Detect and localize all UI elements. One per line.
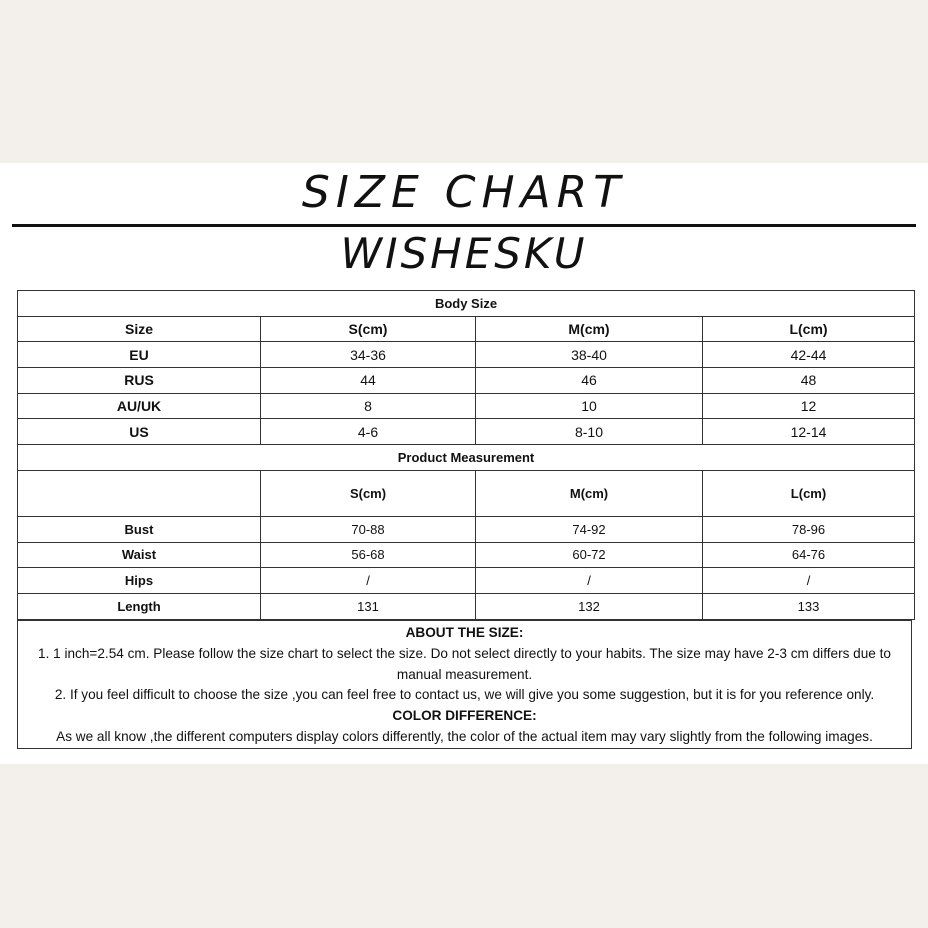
size-chart-sheet <box>0 163 928 764</box>
about-size-heading: ABOUT THE SIZE: <box>405 625 524 640</box>
header-cell: S(cm) <box>261 316 476 342</box>
table-cell: 48 <box>703 368 915 394</box>
note-2: 2. If you feel difficult to choose the size ,you can feel free to contact us, we will give you some suggestion, but it is for you reference only. <box>54 687 875 703</box>
row-label: Length <box>18 593 261 619</box>
table-row <box>18 342 915 368</box>
table-cell: 38-40 <box>476 342 703 368</box>
table-row <box>18 593 915 619</box>
table-cell: / <box>261 568 476 594</box>
table-cell: 46 <box>476 368 703 394</box>
header-cell: M(cm) <box>476 316 703 342</box>
table-cell: 64-76 <box>703 542 915 568</box>
note-1: 1. 1 inch=2.54 cm. Please follow the size chart to select the size. Do not select directly to your habits. The size may have 2-3 cm differs due to manual measurement. <box>38 645 891 682</box>
color-difference-heading: COLOR DIFFERENCE: <box>392 708 537 724</box>
table-cell: 78-96 <box>703 516 915 542</box>
table-cell: 42-44 <box>703 342 915 368</box>
table-cell: 12-14 <box>703 419 915 445</box>
header-cell <box>18 470 261 516</box>
table-cell: 34-36 <box>261 342 476 368</box>
header-cell: Size <box>18 316 261 342</box>
table-cell: 70-88 <box>261 516 476 542</box>
body-size-section-row <box>18 291 915 317</box>
table-cell: 4-6 <box>261 419 476 445</box>
table-cell: 131 <box>261 593 476 619</box>
row-label: RUS <box>18 368 261 394</box>
product-measurement-section-row <box>18 445 915 471</box>
size-table <box>17 290 915 620</box>
table-cell: 74-92 <box>476 516 703 542</box>
row-label: EU <box>18 342 261 368</box>
table-cell: 12 <box>703 393 915 419</box>
row-label: Waist <box>18 542 261 568</box>
table-row <box>18 393 915 419</box>
table-cell: 132 <box>476 593 703 619</box>
header-cell: L(cm) <box>703 470 915 516</box>
table-cell: / <box>476 568 703 594</box>
table-row <box>18 516 915 542</box>
table-cell: 8-10 <box>476 419 703 445</box>
table-cell: 133 <box>703 593 915 619</box>
table-cell: 8 <box>261 393 476 419</box>
table-row <box>18 419 915 445</box>
table-cell: 60-72 <box>476 542 703 568</box>
table-cell: 10 <box>476 393 703 419</box>
row-label: US <box>18 419 261 445</box>
row-label: Bust <box>18 516 261 542</box>
chart-title: SIZE CHART <box>301 167 627 218</box>
table-cell: 56-68 <box>261 542 476 568</box>
table-row <box>18 542 915 568</box>
table-row <box>18 568 915 594</box>
header-cell: M(cm) <box>476 470 703 516</box>
title-divider <box>12 224 916 227</box>
table-cell: 44 <box>261 368 476 394</box>
header-cell: S(cm) <box>261 470 476 516</box>
table-cell: / <box>703 568 915 594</box>
product-measurement-header-row <box>18 470 915 516</box>
header-cell: L(cm) <box>703 316 915 342</box>
product-measurement-label: Product Measurement <box>18 445 915 471</box>
notes-box <box>17 620 912 749</box>
body-size-header-row <box>18 316 915 342</box>
body-size-label: Body Size <box>18 291 915 317</box>
brand-name: WISHESKU <box>340 229 588 278</box>
row-label: AU/UK <box>18 393 261 419</box>
table-row <box>18 368 915 394</box>
row-label: Hips <box>18 568 261 594</box>
color-note: As we all know ,the different computers display colors differently, the color of the actual item may vary slightly from the following images. <box>56 728 873 744</box>
